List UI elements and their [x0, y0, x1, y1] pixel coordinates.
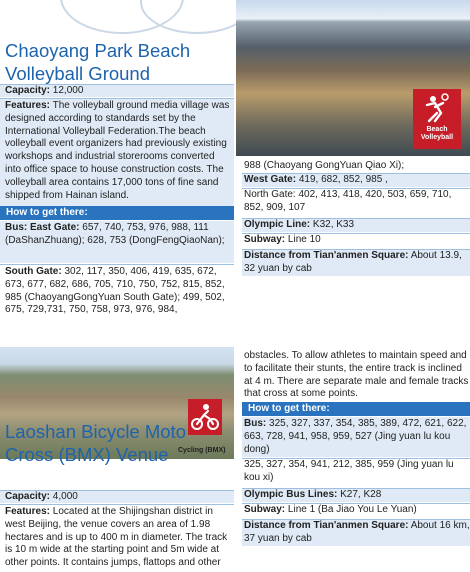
east-gate-text: 657, 740, 753, 976, 988, 111 (DaShanZhuang); 628, 753 (DongFengQiaoNan); — [5, 222, 225, 246]
capacity-value: 4,000 — [52, 491, 78, 502]
distance-label: Distance from Tian'anmen Square: — [244, 520, 409, 531]
venue1-capacity-row — [0, 84, 234, 97]
features-label: Features: — [5, 100, 51, 111]
badge-line2: Volleyball — [420, 134, 454, 142]
features-label: Features: — [5, 506, 51, 517]
capacity-label: Capacity: — [5, 491, 51, 502]
venue2-distance — [242, 519, 470, 546]
venue1-title-line1: Chaoyang Park Beach — [5, 40, 191, 61]
badge-line1: Beach — [426, 126, 448, 133]
bus-label: Bus: — [5, 222, 28, 233]
venue1-west-gate — [242, 173, 470, 187]
beach-volleyball-badge — [413, 89, 461, 149]
venue2-how-to-get-bar: How to get there: — [242, 402, 470, 416]
north-gate-text: 402, 413, 418, 420, 503, 659, 710, 852, 909, 107 — [244, 189, 452, 213]
features-text: Located at the Shijingshan district in west Beijing, the venue covers an area of 1.98 hectares and is up to 400 m in diameter. The track is 10 m wide at the starting point and 5m wide at other points. It contains jumps, flattops and other — [5, 506, 228, 569]
west-gate-text: 419, 682, 852, 985 , — [298, 174, 388, 185]
venue1-subway — [242, 233, 470, 247]
venue2-cont: obstacles. To allow athletes to maintain speed and to facilitate their stunts, the entire track is inclined at 4 m. There are separate male and female tracks that cross at some points. — [244, 350, 469, 400]
venue1-features — [0, 98, 234, 206]
bus-label: Bus: — [244, 418, 267, 429]
venue1-east-gate — [0, 221, 234, 263]
olympic-line-label: Olympic Line: — [244, 219, 311, 230]
venue1-title-line2: Volleyball Ground — [5, 63, 151, 84]
distance-text: About 16 km, 37 yuan by cab — [244, 520, 470, 544]
cycling-caption: Cycling (BMX) — [178, 447, 226, 454]
distance-text: About 13.9, 32 yuan by cab — [244, 250, 462, 274]
venue2-features — [0, 504, 234, 572]
south-gate-text: 302, 117, 350, 406, 419, 635, 672, 673, 677, 682, 686, 705, 710, 750, 752, 815, 852, 985 (ChaoyangGongYuan South Gate); 499, 502, 675, 729,731, 750, 758, 973, 976, 984, — [5, 266, 225, 316]
venue1-south-gate — [0, 264, 234, 324]
south-gate-label: South Gate: — [5, 266, 62, 277]
subway-text: Line 10 — [287, 234, 321, 245]
venue2-bus2: 325, 327, 354, 941, 212, 385, 959 (Jing yuan lu kou xi) — [242, 458, 470, 486]
venue1-how-to-get-bar: How to get there: — [0, 206, 234, 220]
distance-label: Distance from Tian'anmen Square: — [244, 250, 409, 261]
capacity-label: Capacity: — [5, 85, 51, 96]
venue2-title — [5, 420, 235, 466]
west-gate-label: West Gate: — [244, 174, 297, 185]
east-gate-label: East Gate: — [30, 222, 80, 233]
olympic-bus-text: K27, K28 — [340, 489, 382, 500]
venue2-bus — [242, 417, 470, 457]
venue1-olympic-line — [242, 218, 470, 232]
venue1-title — [5, 39, 233, 85]
north-gate-label: North Gate: — [244, 189, 296, 200]
olympic-line-text: K32, K33 — [312, 219, 355, 230]
venue2-title-line2: Cross (BMX) Venue — [5, 444, 169, 465]
venue2-olympic-bus — [242, 488, 470, 502]
venue2-title-line1: Laoshan Bicycle Moto — [5, 421, 186, 442]
subway-label: Subway: — [244, 234, 286, 245]
subway-label: Subway: — [244, 504, 286, 515]
venue1-distance — [242, 249, 470, 276]
volleyball-player-icon — [413, 91, 461, 127]
features-text: The volleyball ground media village was designed according to standards set by the International Volleyball Federation.The beach volleyball event organizers had previously existing workshops and industrial storerooms converted into office space to house construction costs. The volleyball area contains 17,000 tons of fine sand shipped from Hainan island. — [5, 100, 230, 201]
olympic-bus-label: Olympic Bus Lines: — [244, 489, 338, 500]
bus-text: 325, 327, 337, 354, 385, 389, 472, 621, 622, 663, 728, 941, 958, 959, 527 (Jing yuan lu kou dong) — [244, 418, 467, 455]
venue2-capacity-row — [0, 490, 234, 503]
subway-text: Line 1 (Ba Jiao You Le Yuan) — [287, 504, 417, 515]
venue1-north-gate — [242, 188, 470, 216]
venue2-subway — [242, 503, 470, 517]
capacity-value: 12,000 — [52, 85, 84, 96]
venue1-cont: 988 (Chaoyang GongYuan Qiao Xi); — [242, 160, 470, 173]
